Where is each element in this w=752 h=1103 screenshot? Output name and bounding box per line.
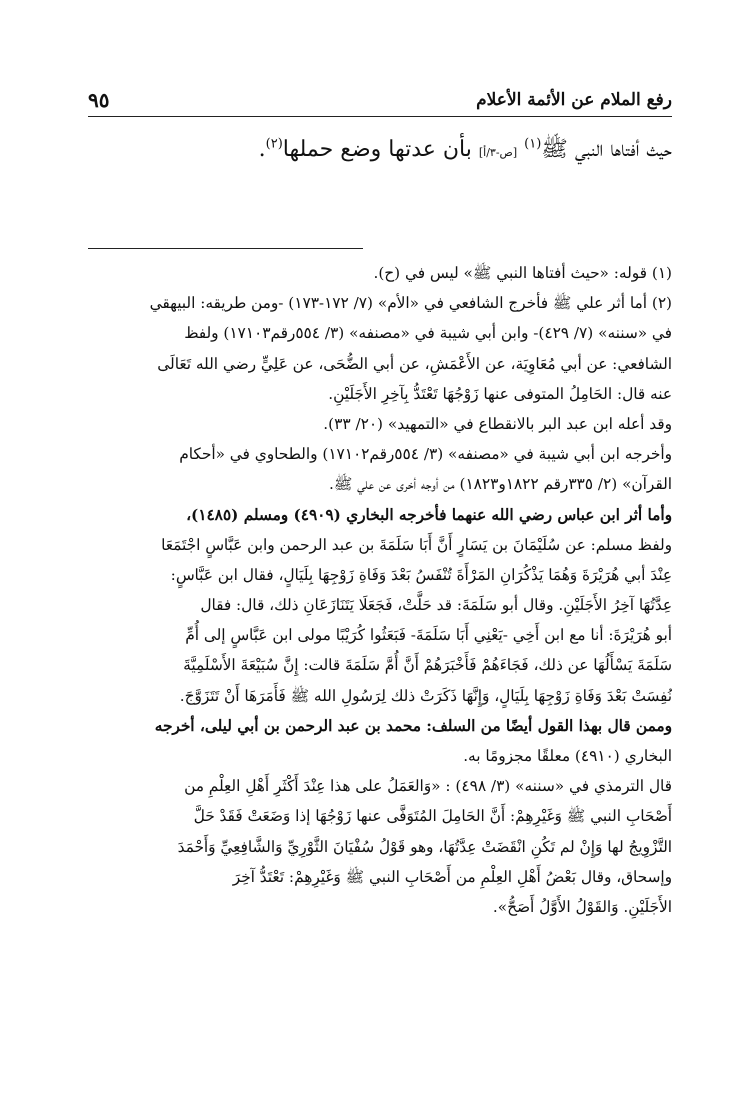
footnote-line: أبو هُرَيْرَةَ: أنا مع ابن أَخِي -يَعْنِي أَبَا سَلَمَةَ- فَبَعَثُوا كُرَيْبًا مولى ابن عَبَّاسٍ إلى أُمِّ (185, 626, 672, 645)
main-text-part1: حيث أفتاها النبي ﷺ (541, 137, 672, 162)
footnote-line: وقد أعله ابن عبد البر بالانقطاع في «التمهيد» (٢٠/ ٣٣). (323, 414, 672, 433)
footnote-line: (١) قوله: «حيث أفتاها النبي ﷺ» ليس في (ح). (373, 264, 672, 282)
footnotes (88, 258, 672, 922)
manuscript-page-ref: [ص-٣/أ] (478, 146, 518, 159)
footnote-line: عنه قال: الحَامِلُ المتوفى عنها زَوْجُهَا تَعْتَدُّ بِآخِرِ الأَجَلَيْنِ. (328, 384, 672, 403)
main-text (88, 130, 672, 173)
footnote-line: ولفظ مسلم: عن سُلَيْمَانَ بن يَسَارٍ أَنَّ أَبَا سَلَمَةَ بن عبد الرحمن وابن عَبَّاسٍ اجْتَمَعَا (161, 535, 672, 554)
footnote-line: وممن قال بهذا القول أيضًا من السلف: محمد بن عبد الرحمن بن أبي ليلى، أخرجه (154, 716, 672, 735)
footnote-separator (88, 248, 363, 249)
footnote-line: البخاري (٤٩١٠) معلقًا مجزومًا به. (463, 747, 672, 765)
page-number: ٩٥ (88, 88, 110, 112)
footnote-line: عِنْدَ أبي هُرَيْرَةَ وَهُمَا يَذْكُرَانِ المَرْأَةَ تُنْفَسُ بَعْدَ وَفَاةِ زَوْجِهَا بِلَيَالٍ، فقال ابن عَبَّاسٍ: (170, 565, 672, 584)
main-text-end: . (258, 137, 266, 162)
book-title: رفع الملام عن الأئمة الأعلام (476, 90, 672, 110)
footnote-line: (٢) أما أثر علي ﷺ فأخرج الشافعي في «الأم» (٧/ ١٧٢-١٧٣) -ومن طريقه: البيهقي (149, 294, 672, 313)
footnote-line: نُفِسَتْ بَعْدَ وَفَاةِ زَوْجِهَا بِلَيَالٍ، وَإِنَّهَا ذَكَرَتْ ذلك لِرَسُولِ الله ﷺ فَأَمَرَهَا أَنْ تَتَزَوَّجَ. (179, 686, 672, 705)
footnote-line: التَّزْوِيجُ لها وَإِنْ لم تَكُنِ انْقَضَتْ عِدَّتُهَا، وهو قَوْلُ سُفْيَانَ الثَّوْرِيِّ وَالشَّافِعِيِّ وَأَحْمَدَ (177, 837, 672, 856)
footnote-line: في «سننه» (٧/ ٤٢٩)- وابن أبي شيبة في «مصنفه» (٣/ ٥٥٤رقم١٧١٠٣) ولفظ (184, 324, 672, 343)
footnote-line: قال الترمذي في «سننه» (٣/ ٤٩٨) : «وَالعَمَلُ على هذا عِنْدَ أَكْثَرِ أَهْلِ العِلْمِ من (184, 777, 672, 796)
footnote-line: الشافعي: عن أبي مُعَاوِيَة، عن الأَعْمَشِ، عن أبي الضُّحَى، عن عَلِيٍّ رضي الله تَعَالَى (157, 354, 672, 373)
footnote-ref-1: (١) (524, 136, 542, 152)
footnote-line: أَصْحَابِ النبي ﷺ وَغَيْرِهِمْ: أَنَّ الحَامِلَ المُتَوَفَّى عنها زَوْجُهَا إذا وَضَعَتْ فَقَدْ حَلَّ (193, 807, 672, 826)
running-header (88, 86, 672, 117)
footnote-line: القرآن» (٢/ ٣٣٥رقم ١٨٢٢و١٨٢٣) من أوجه أخرى عن علي ﷺ. (328, 475, 672, 494)
main-text-part2: بأن عدتها وضع حملها (282, 137, 472, 162)
footnote-line: وأخرجه ابن أبي شيبة في «مصنفه» (٣/ ٥٥٤رقم١٧١٠٢) والطحاوي في «أحكام (179, 445, 672, 464)
footnote-line: عِدَّتُهَا آخِرُ الأَجَلَيْنِ. وقال أبو سَلَمَةَ: قد حَلَّتْ، فَجَعَلَا يَتَنَازَعَانِ ذلك، قال: فقال (200, 596, 672, 615)
footnote-line: وإسحاق، وقال بَعْضُ أَهْلِ العِلْمِ من أَصْحَابِ النبي ﷺ وَغَيْرِهِمْ: تَعْتَدُّ آخِرَ (232, 867, 672, 886)
footnote-line: وأما أثر ابن عباس رضي الله عنهما فأخرجه البخاري (٤٩٠٩) ومسلم (١٤٨٥)، (186, 505, 672, 524)
footnote-line: الأَجَلَيْنِ. وَالقَوْلُ الأَوَّلُ أَصَحُّ». (492, 897, 672, 916)
footnote-ref-2: (٢) (265, 136, 283, 152)
footnote-line: سَلَمَةَ يَسْأَلُهَا عن ذلك، فَجَاءَهُمْ فَأَخْبَرَهُمْ أَنَّ أُمَّ سَلَمَةَ قالت: إِنَّ سُبَيْعَةَ الأَسْلَمِيَّةَ (183, 656, 672, 675)
